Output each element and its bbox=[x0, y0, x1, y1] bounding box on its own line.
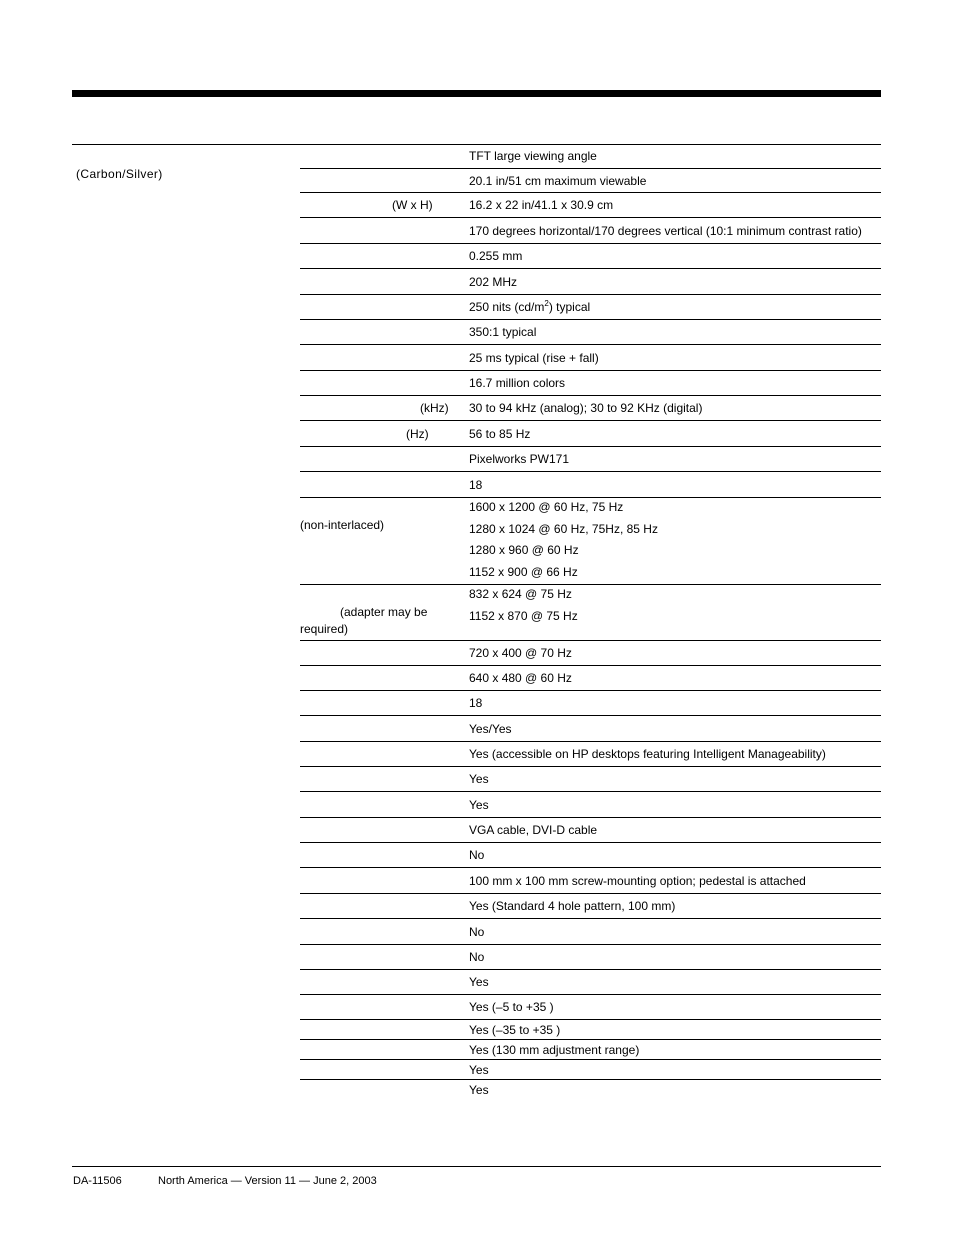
spec-row bbox=[300, 792, 881, 818]
spec-label: (kHz) bbox=[420, 401, 449, 415]
spec-row bbox=[300, 868, 881, 894]
spec-label: (Hz) bbox=[406, 427, 429, 441]
spec-value: 1152 x 870 @ 75 Hz bbox=[469, 608, 578, 623]
spec-row bbox=[300, 666, 881, 691]
spec-row bbox=[300, 472, 881, 498]
spec-row bbox=[300, 995, 881, 1020]
spec-value: 720 x 400 @ 70 Hz bbox=[469, 646, 572, 660]
spec-value: TFT large viewing angle bbox=[469, 149, 597, 163]
spec-value: Yes bbox=[469, 772, 489, 786]
spec-row bbox=[300, 396, 881, 421]
spec-value: Yes bbox=[469, 1083, 489, 1097]
spec-row bbox=[300, 1080, 881, 1100]
spec-value: 1600 x 1200 @ 60 Hz, 75 Hz bbox=[469, 500, 624, 514]
spec-row bbox=[300, 691, 881, 716]
spec-row bbox=[300, 244, 881, 269]
spec-row bbox=[300, 193, 881, 218]
spec-row bbox=[300, 818, 881, 843]
spec-value: 250 nits $(cd/m^2)$ typical bbox=[469, 299, 591, 314]
spec-value: Yes bbox=[469, 1063, 489, 1077]
footer-doc-id: DA-11506 bbox=[73, 1175, 122, 1187]
spec-row bbox=[300, 716, 881, 742]
spec-value: 100 mm x 100 mm screw-mounting option; pedestal is attached bbox=[469, 874, 806, 888]
spec-value: Yes (130 mm adjustment range) bbox=[469, 1043, 640, 1057]
spec-row bbox=[300, 970, 881, 995]
spec-value: No bbox=[469, 950, 485, 964]
spec-row bbox=[300, 295, 881, 320]
spec-value: Yes (Standard 4 hole pattern, 100 mm) bbox=[469, 899, 676, 913]
spec-row bbox=[300, 1040, 881, 1060]
spec-row bbox=[300, 767, 881, 792]
spec-row bbox=[300, 585, 881, 641]
spec-row bbox=[300, 919, 881, 945]
spec-value: 16.2 x 22 in/41.1 x 30.9 cm bbox=[469, 198, 614, 212]
spec-table bbox=[300, 144, 881, 1100]
spec-row bbox=[300, 421, 881, 447]
spec-value: 640 x 480 @ 60 Hz bbox=[469, 671, 572, 685]
spec-row bbox=[300, 641, 881, 666]
spec-row bbox=[300, 269, 881, 295]
spec-label: (adapter may be required) bbox=[300, 605, 428, 636]
spec-value: 25 ms typical (rise + fall) bbox=[469, 351, 599, 365]
spec-row bbox=[300, 144, 881, 169]
spec-value: 56 to 85 Hz bbox=[469, 427, 531, 441]
spec-label: (non-interlaced) bbox=[300, 518, 385, 532]
spec-row bbox=[300, 843, 881, 868]
spec-value: 202 MHz bbox=[469, 275, 518, 289]
spec-row bbox=[300, 371, 881, 396]
spec-row bbox=[300, 1060, 881, 1080]
spec-value: 832 x 624 @ 75 Hz bbox=[469, 587, 572, 601]
spec-row bbox=[300, 218, 881, 244]
spec-value: 20.1 in/51 cm maximum viewable bbox=[469, 174, 647, 188]
spec-value: Yes (accessible on HP desktops featuring Intelligent Manageability) bbox=[469, 747, 826, 761]
header-rule bbox=[72, 90, 881, 97]
spec-value: No bbox=[469, 925, 485, 939]
spec-value: 1152 x 900 @ 66 Hz bbox=[469, 564, 578, 579]
spec-value: 0.255 mm bbox=[469, 249, 523, 263]
spec-value: Yes (–5 to +35 ) bbox=[469, 1000, 554, 1014]
model-color-label: (Carbon/Silver) bbox=[76, 167, 163, 181]
spec-row bbox=[300, 498, 881, 585]
footer-version: North America — Version 11 — June 2, 2003 bbox=[158, 1175, 377, 1187]
spec-row bbox=[300, 742, 881, 767]
spec-row bbox=[300, 1020, 881, 1040]
spec-value: 18 bbox=[469, 696, 483, 710]
spec-value: No bbox=[469, 848, 485, 862]
footer-rule bbox=[72, 1166, 881, 1167]
spec-row bbox=[300, 169, 881, 193]
spec-row bbox=[300, 447, 881, 472]
spec-value: Pixelworks PW171 bbox=[469, 452, 570, 466]
spec-row bbox=[300, 320, 881, 345]
spec-value: 1280 x 1024 @ 60 Hz, 75Hz, 85 Hz bbox=[469, 521, 658, 536]
spec-value: 170 degrees horizontal/170 degrees vertical (10:1 minimum contrast ratio) bbox=[469, 224, 862, 238]
spec-value: 18 bbox=[469, 478, 483, 492]
spec-value: Yes bbox=[469, 975, 489, 989]
spec-value: 350:1 typical bbox=[469, 325, 537, 339]
spec-value: 30 to 94 kHz (analog); 30 to 92 KHz (digital) bbox=[469, 401, 703, 415]
spec-value: 1280 x 960 @ 60 Hz bbox=[469, 543, 579, 557]
spec-value: 16.7 million colors bbox=[469, 376, 566, 390]
spec-value: Yes/Yes bbox=[469, 722, 512, 736]
spec-value: Yes bbox=[469, 798, 489, 812]
spec-row bbox=[300, 945, 881, 970]
spec-row bbox=[300, 894, 881, 919]
spec-row bbox=[300, 345, 881, 371]
spec-label: (W x H) bbox=[392, 198, 433, 212]
spec-value: Yes (–35 to +35 ) bbox=[469, 1023, 561, 1037]
spec-value: VGA cable, DVI-D cable bbox=[469, 823, 598, 837]
